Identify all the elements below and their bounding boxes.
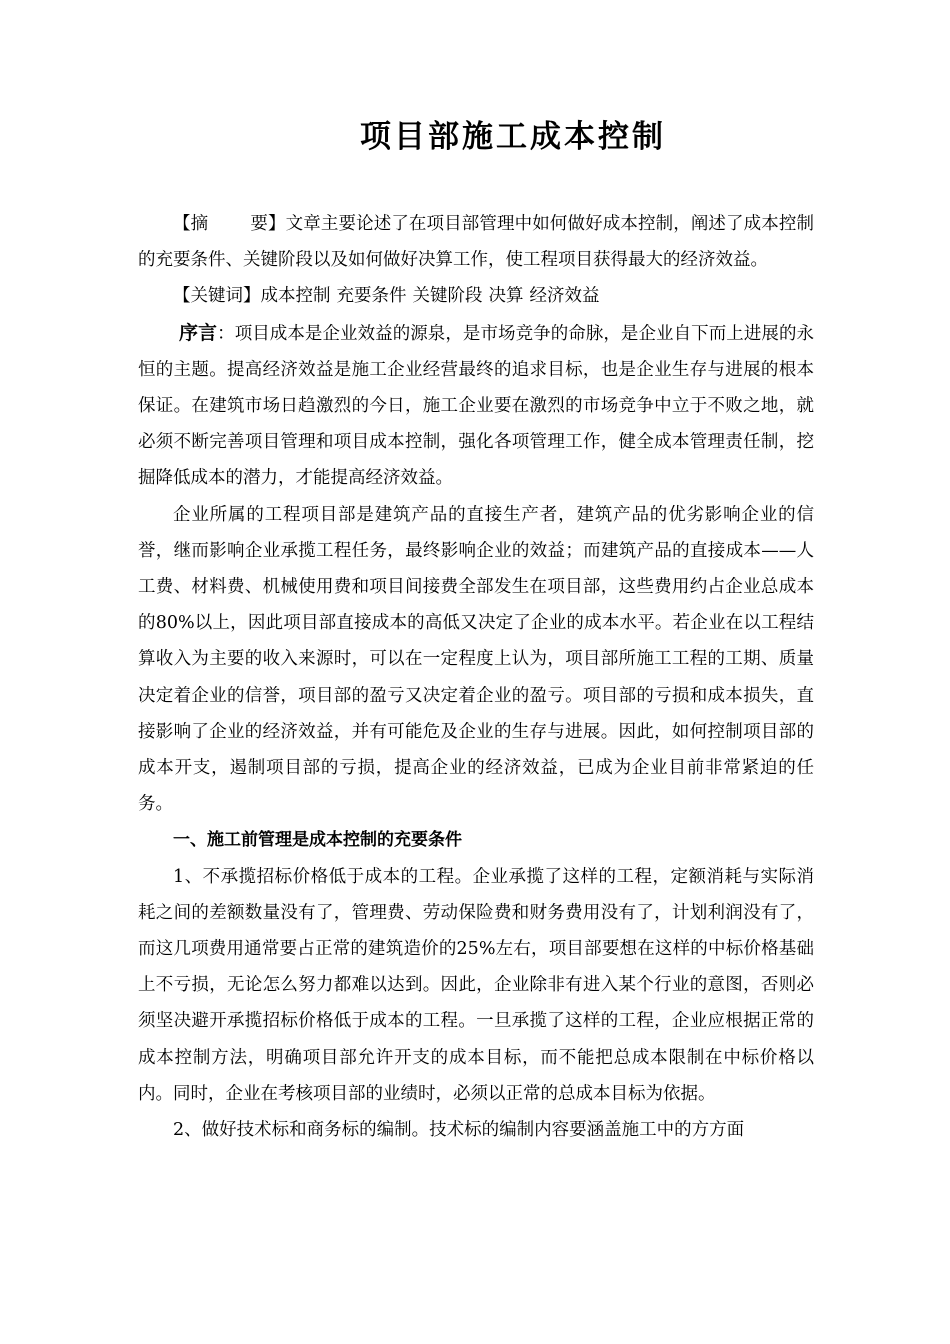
preface-text: 项目成本是企业效益的源泉，是市场竞争的命脉，是企业自下而上进展的永恒的主题。提高经济效益是施工企业经营最终的追求目标，也是企业生存与进展的根本保证。在建筑市场日趋激烈的今日，施工企业要在激烈的市场竞争中立于不败之地，就必须不断完善项目管理和项目成本控制，强化各项管理工作，健全成本管理责任制，挖掘降低成本的潜力，才能提高经济效益。 [138,323,814,489]
preface-colon: ： [217,323,235,344]
body-paragraph-1: 企业所属的工程项目部是建筑产品的直接生产者，建筑产品的优劣影响企业的信誉，继而影响企业承揽工程任务，最终影响企业的效益；而建筑产品的直接成本——人工费、材料费、机械使用费和项目间接费全部发生在项目部，这些费用约占企业总成本的80%以上，因此项目部直接成本的高低又决定了企业的成本水平。若企业在以工程结算收入为主要的收入来源时，可以在一定程度上认为，项目部所施工工程的工期、质量决定着企业的信誉，项目部的盈亏又决定着企业的盈亏。项目部的亏损和成本损失，直接影响了企业的经济效益，并有可能危及企业的生存与进展。因此，如何控制项目部的成本开支，遏制项目部的亏损，提高企业的经济效益，已成为企业目前非常紧迫的任务。 [138,504,814,815]
keyword-item: 关键阶段 [412,286,483,307]
keywords-label: 【关键词】 [173,286,261,307]
keyword-item: 成本控制 [260,286,331,307]
abstract-paragraph [138,206,814,278]
keyword-item: 经济效益 [529,286,600,307]
document-title: 项目部施工成本控制 [360,119,666,155]
keyword-item: 决算 [488,286,524,307]
section-1-item-1: 1、不承揽招标价格低于成本的工程。企业承揽了这样的工程，定额消耗与实际消耗之间的差额数量没有了，管理费、劳动保险费和财务费用没有了，计划利润没有了，而这几项费用通常要占正常的建筑造价的25%左右，项目部要想在这样的中标价格基础上不亏损，无论怎么努力都难以达到。因此，企业除非有进入某个行业的意图，否则必须坚决避开承揽招标价格低于成本的工程。一旦承揽了这样的工程，企业应根据正常的成本控制方法，明确项目部允许开支的成本目标，而不能把总成本限制在中标价格以内。同时，企业在考核项目部的业绩时，必须以正常的总成本目标为依据。 [138,866,814,1104]
section-1-heading: 一、施工前管理是成本控制的充要条件 [173,830,462,851]
preface-paragraph [138,315,814,497]
preface-label: 序言 [179,321,218,344]
document-body [138,206,814,1148]
section-1-item-2: 2、做好技术标和商务标的编制。技术标的编制内容要涵盖施工中的方方面 [173,1120,745,1141]
abstract-label: 【摘 要】 [173,214,286,234]
keyword-item: 充要条件 [336,286,407,307]
abstract-text: 文章主要论述了在项目部管理中如何做好成本控制，阐述了成本控制的充要条件、关键阶段以及如何做好决算工作，使工程项目获得最大的经济效益。 [138,214,815,271]
keywords-paragraph [138,278,814,314]
